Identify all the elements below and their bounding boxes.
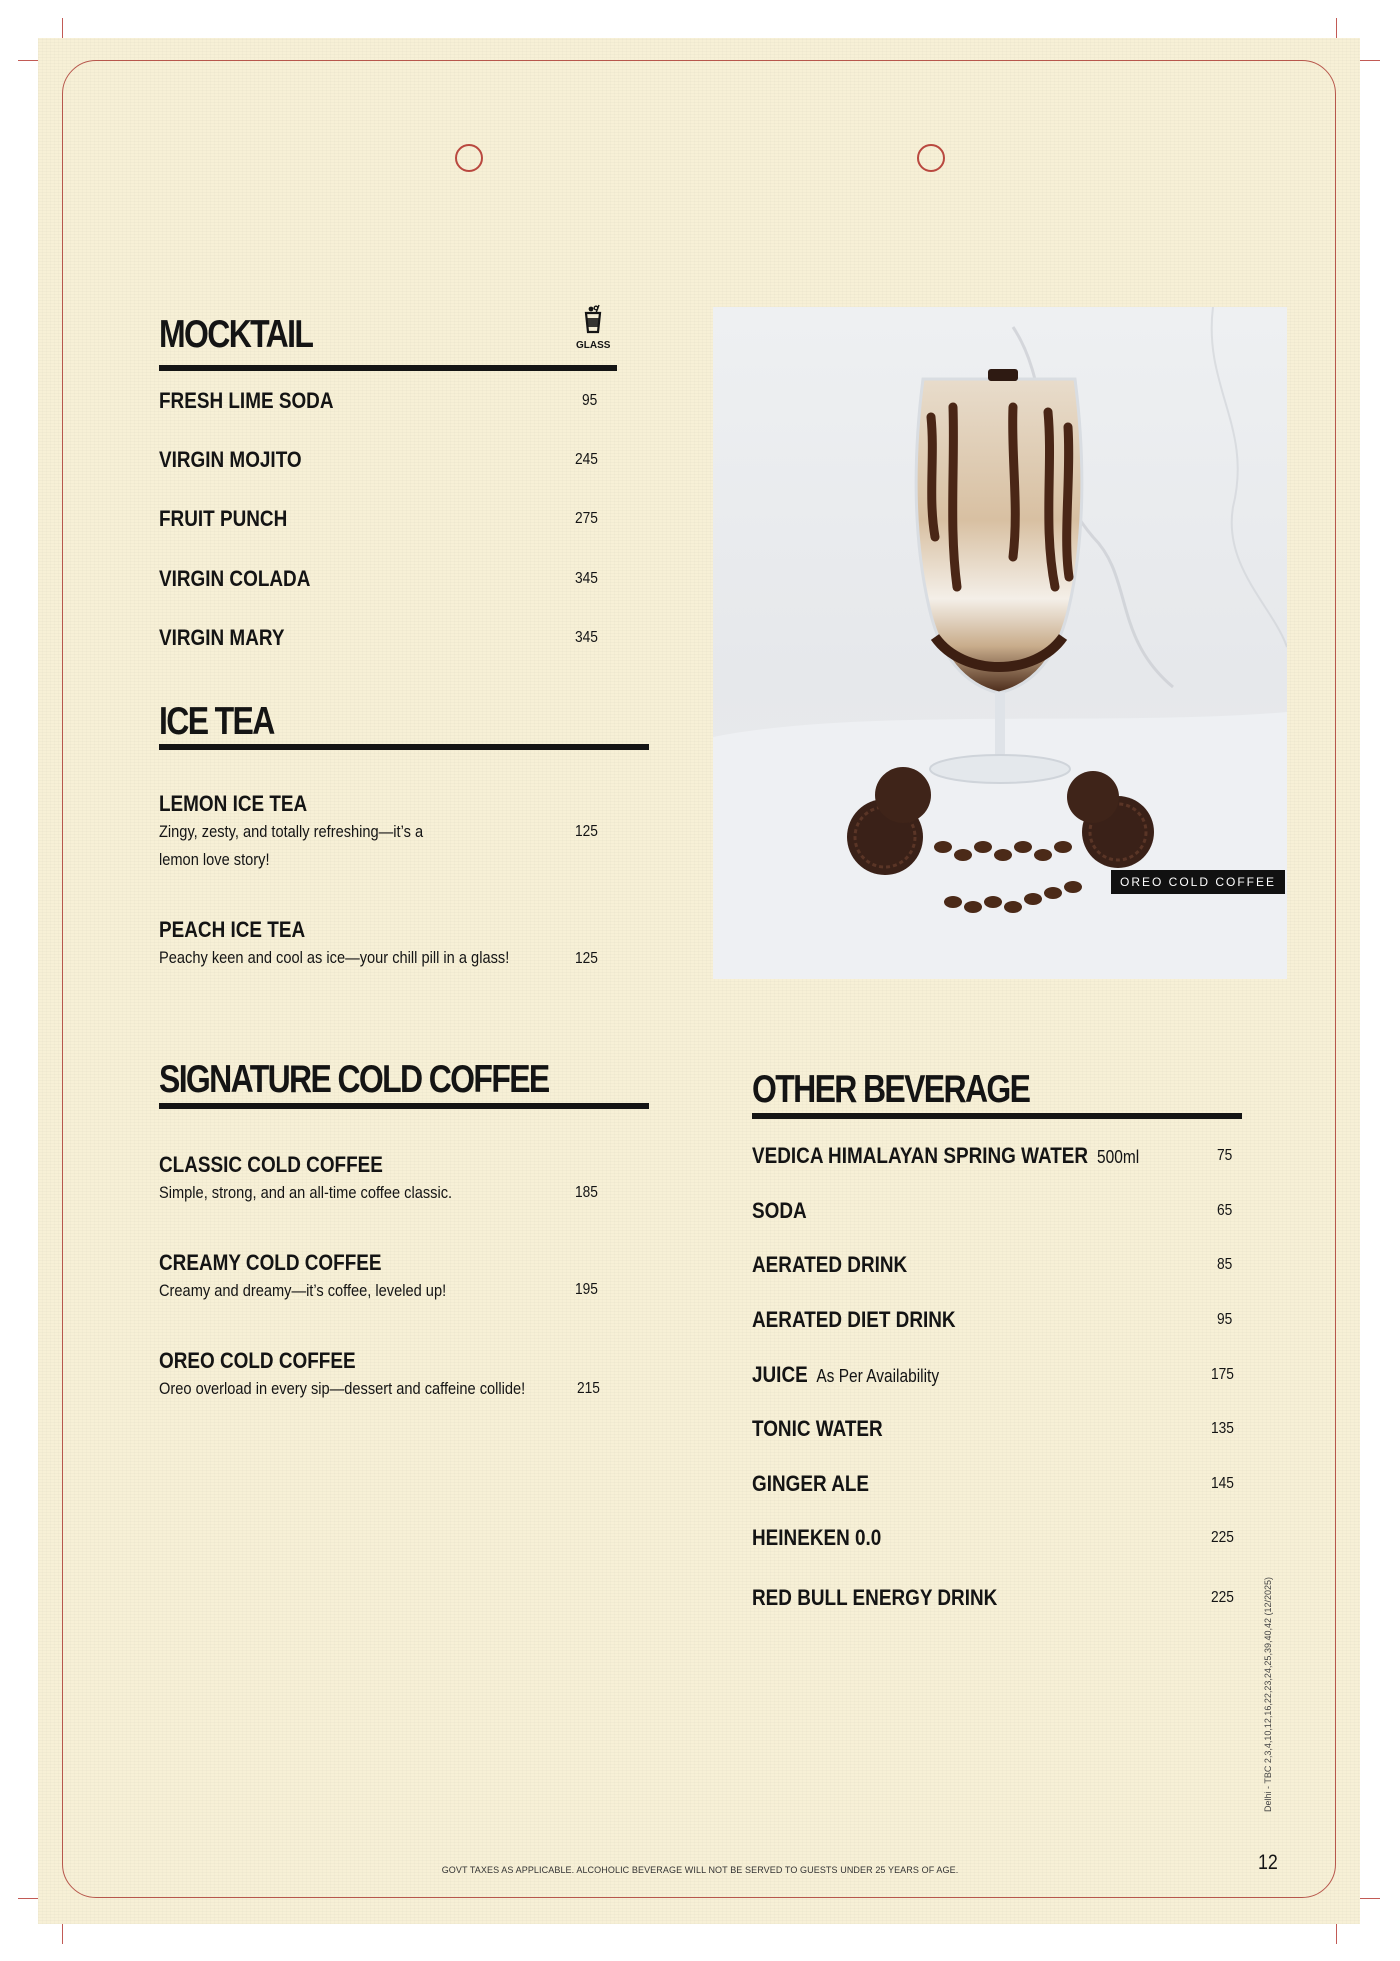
menu-item-name [752, 1145, 1088, 1167]
menu-item-price: 185 [575, 1184, 598, 1201]
menu-item-name: VIRGIN COLADA [159, 566, 311, 591]
menu-item-price: 95 [582, 392, 598, 409]
menu-item-name: SODA [752, 1198, 807, 1223]
page-number: 12 [1258, 1851, 1278, 1874]
menu-item-price: 95 [1217, 1311, 1233, 1328]
menu-item-name [752, 1364, 939, 1386]
menu-item-label: JUICE [752, 1362, 808, 1387]
oreo-cold-coffee-photo [713, 307, 1287, 979]
menu-item-name: FRESH LIME SODA [159, 388, 334, 413]
section-title-mocktail: MOCKTAIL [159, 313, 313, 356]
tax-disclaimer: GOVT TAXES AS APPLICABLE. ALCOHOLIC BEVERAGE WILL NOT BE SERVED TO GUESTS UNDER 25 YEARS OF AGE. [441, 1865, 959, 1875]
crop-mark [62, 18, 63, 38]
menu-item-price: 345 [575, 629, 598, 646]
menu-item-price: 125 [575, 823, 598, 840]
menu-item-description: Peachy keen and cool as ice—your chill pill in a glass! [159, 948, 510, 967]
glass-column-header [576, 304, 610, 351]
menu-item-price: 215 [577, 1380, 600, 1397]
menu-item-name: LEMON ICE TEA [159, 791, 308, 816]
section-rule [159, 1103, 649, 1109]
menu-item-name: GINGER ALE [752, 1471, 870, 1496]
crop-mark [1360, 1898, 1380, 1899]
binder-hole [455, 144, 483, 172]
menu-item-name: PEACH ICE TEA [159, 917, 306, 942]
menu-item-name: HEINEKEN 0.0 [752, 1525, 882, 1550]
menu-item-price: 225 [1211, 1529, 1234, 1546]
menu-item-price: 275 [575, 510, 598, 527]
menu-item-price: 85 [1217, 1256, 1233, 1273]
menu-item-description: Zingy, zesty, and totally refreshing—it’s a lemon love story! [159, 822, 424, 869]
menu-item-price: 195 [575, 1281, 598, 1298]
menu-item-price: 145 [1211, 1475, 1234, 1492]
section-rule [159, 365, 617, 371]
menu-item-price: 135 [1211, 1420, 1234, 1437]
menu-item-note: As Per Availability [816, 1366, 940, 1386]
section-rule [752, 1113, 1242, 1119]
menu-item-name: TONIC WATER [752, 1416, 883, 1441]
glass-label: GLASS [576, 340, 611, 351]
menu-item-name: AERATED DRINK [752, 1252, 908, 1277]
menu-item-description: Oreo overload in every sip—dessert and caffeine collide! [159, 1379, 526, 1398]
menu-item-name: CREAMY COLD COFFEE [159, 1250, 382, 1275]
menu-item-name: OREO COLD COFFEE [159, 1348, 356, 1373]
menu-item-name: AERATED DIET DRINK [752, 1307, 956, 1332]
menu-item-price: 125 [575, 950, 598, 967]
section-title-signature-cold-coffee: SIGNATURE COLD COFFEE [159, 1058, 549, 1101]
menu-item-price: 65 [1217, 1202, 1233, 1219]
section-rule [159, 744, 649, 750]
crop-mark [62, 1924, 63, 1944]
menu-item-price: 175 [1211, 1366, 1234, 1383]
section-title-ice-tea: ICE TEA [159, 700, 274, 743]
menu-item-price: 75 [1217, 1147, 1233, 1164]
glass-icon [582, 304, 604, 334]
menu-item-name: VIRGIN MARY [159, 625, 285, 650]
print-code: Delhi - TBC 2,3,4,10,12,16,22,23,24,25,39,40,42 (12/2025) [1263, 1576, 1273, 1812]
section-title-other-beverage: OTHER BEVERAGE [752, 1068, 1030, 1111]
crop-mark [1336, 18, 1337, 38]
menu-item-label: VEDICA HIMALAYAN SPRING WATER [752, 1143, 1089, 1168]
binder-hole [917, 144, 945, 172]
menu-item-price: 345 [575, 570, 598, 587]
crop-mark [1336, 1924, 1337, 1944]
menu-item-name: RED BULL ENERGY DRINK [752, 1585, 998, 1610]
menu-item-description: Simple, strong, and an all-time coffee classic. [159, 1183, 453, 1202]
crop-mark [1360, 60, 1380, 61]
menu-item-name: FRUIT PUNCH [159, 506, 288, 531]
crop-mark [18, 1898, 38, 1899]
menu-item-price: 225 [1211, 1589, 1234, 1606]
menu-item-volume: 500ml [1097, 1147, 1140, 1167]
menu-item-price: 245 [575, 451, 598, 468]
menu-item-description: Creamy and dreamy—it’s coffee, leveled up! [159, 1281, 447, 1300]
menu-item-name: CLASSIC COLD COFFEE [159, 1152, 383, 1177]
crop-mark [18, 60, 38, 61]
photo-caption: OREO COLD COFFEE [1111, 870, 1285, 894]
menu-item-name: VIRGIN MOJITO [159, 447, 302, 472]
